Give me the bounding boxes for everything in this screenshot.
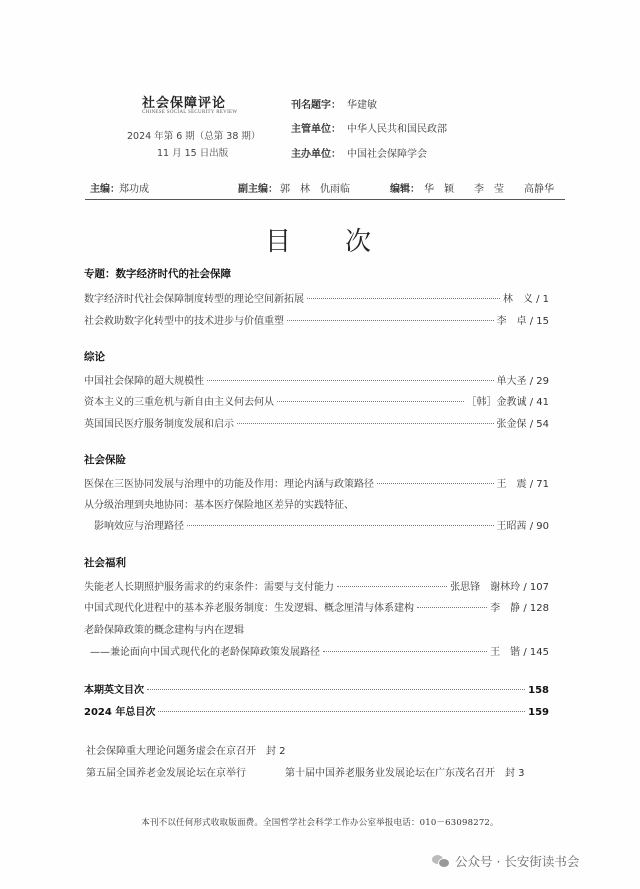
- supervisor-label: 主管单位：: [291, 124, 341, 135]
- watermark-text: 公众号 · 长安街读书会: [455, 854, 580, 869]
- section-heading-special-topic: 专题：数字经济时代的社会保障: [84, 268, 231, 280]
- dot-leader: [417, 607, 487, 608]
- entry-title: 本期英文目次: [84, 685, 144, 696]
- toc-entry-annual-contents[interactable]: [84, 703, 549, 717]
- toc-entry[interactable]: [90, 643, 549, 657]
- entry-title: 失能老人长期照护服务需求的约束条件：需要与支付能力: [84, 582, 334, 593]
- title-calligraphy-row: [291, 96, 377, 111]
- entry-author-page: 单大圣 / 29: [496, 376, 549, 387]
- toc-entry[interactable]: [84, 393, 549, 407]
- toc-entry[interactable]: [94, 517, 549, 531]
- entry-author-page: 王昭茜 / 90: [496, 521, 549, 532]
- toc-title: 目 次: [264, 227, 385, 257]
- entry-title: 2024 年总目次: [84, 707, 156, 718]
- entry-author-page: 王 震 / 71: [496, 479, 549, 490]
- entry-title: 中国式现代化进程中的基本养老服务制度：生发逻辑、概念厘清与体系建构: [84, 603, 414, 614]
- entry-title: 中国社会保障的超大规模性: [84, 376, 204, 387]
- deputy-editor-value: 郭 林 仇雨临: [280, 184, 350, 195]
- section-heading-overview: 综论: [84, 351, 105, 363]
- toc-entry[interactable]: [84, 578, 549, 592]
- entry-author-page: 李 卓 / 15: [496, 316, 549, 327]
- entry-author-page: 王 锴 / 145: [490, 647, 549, 658]
- deputy-editor-label: 副主编：: [238, 184, 278, 195]
- entry-author-page: 李 静 / 128: [490, 603, 549, 614]
- sponsor-row: [291, 145, 427, 160]
- dot-leader: [287, 320, 494, 321]
- footer-notice: 本刊不以任何形式收取版面费。全国哲学社会科学工作办公室举报电话：010－63098272。: [141, 818, 499, 828]
- dot-leader: [277, 401, 464, 402]
- dot-leader: [323, 651, 487, 652]
- dot-leader: [187, 525, 494, 526]
- entry-title: 资本主义的三重危机与新自由主义何去何从: [84, 397, 274, 408]
- publication-date: 11 月 15 日出版: [157, 148, 229, 159]
- sponsor-value: 中国社会保障学会: [347, 149, 427, 160]
- chief-editor-value: 郑功成: [119, 184, 149, 195]
- entry-title: ——兼论面向中国式现代化的老龄保障政策发展路径: [90, 647, 320, 658]
- dot-leader: [158, 711, 525, 712]
- entry-title: 医保在三医协同发展与治理中的功能及作用：理论内涵与政策路径: [84, 479, 374, 490]
- entry-author-page: 张思锋 谢林玲 / 107: [450, 582, 549, 593]
- divider: [85, 199, 565, 200]
- toc-entry[interactable]: [84, 312, 549, 326]
- news-item: 社会保障重大理论问题务虚会在京召开 封 2: [86, 746, 286, 757]
- entry-page: 158: [528, 685, 549, 696]
- supervisor-row: [291, 120, 447, 135]
- journal-logo-subtitle: CHINESE SOCIAL SECURITY REVIEW: [142, 110, 238, 115]
- toc-entry[interactable]: [84, 475, 549, 489]
- issue-number: 2024 年第 6 期（总第 38 期）: [127, 131, 261, 142]
- entry-title: 英国国民医疗服务制度发展和启示: [84, 419, 234, 430]
- entry-author-page: ［韩］金教诚 / 41: [466, 397, 549, 408]
- entry-title: 数字经济时代社会保障制度转型的理论空间新拓展: [84, 294, 304, 305]
- toc-entry-english-contents[interactable]: [84, 681, 549, 695]
- dot-leader: [377, 483, 494, 484]
- journal-logo-title: 社会保障评论: [142, 96, 227, 111]
- entry-title-line1[interactable]: 从分级治理到央地协同：基本医疗保险地区差异的实践特征、: [84, 500, 354, 511]
- editors-line: [0, 180, 640, 196]
- entry-title: 社会救助数字化转型中的技术进步与价值重塑: [84, 316, 284, 327]
- toc-entry[interactable]: [84, 599, 549, 613]
- title-calligraphy-label: 刊名题字：: [291, 100, 341, 111]
- dot-leader: [337, 586, 447, 587]
- editor-label: 编辑：: [390, 184, 420, 195]
- news-item: 第十届中国养老服务业发展论坛在广东茂名召开 封 3: [285, 768, 525, 779]
- sponsor-label: 主办单位：: [291, 149, 341, 160]
- entry-page: 159: [528, 707, 549, 718]
- news-item: 第五届全国养老金发展论坛在京举行: [86, 768, 246, 779]
- chief-editor-label: 主编：: [90, 184, 120, 195]
- editor-value: 华 颖 李 莹 高静华: [424, 184, 554, 195]
- dot-leader: [207, 380, 494, 381]
- dot-leader: [237, 423, 494, 424]
- masthead: [0, 88, 640, 168]
- section-heading-social-welfare: 社会福利: [84, 557, 126, 569]
- entry-author-page: 林 义 / 1: [502, 294, 549, 305]
- entry-author-page: 张金保 / 54: [496, 419, 549, 430]
- toc-entry[interactable]: [84, 290, 549, 304]
- entry-title-line1[interactable]: 老龄保障政策的概念建构与内在逻辑: [84, 625, 244, 636]
- toc-entry[interactable]: [84, 415, 549, 429]
- section-heading-social-insurance: 社会保险: [84, 454, 126, 466]
- dot-leader: [307, 298, 500, 299]
- title-calligraphy-value: 华建敏: [347, 100, 377, 111]
- wechat-icon: [432, 854, 450, 868]
- wechat-watermark: [432, 851, 579, 871]
- toc-entry[interactable]: [84, 372, 549, 386]
- entry-title: 影响效应与治理路径: [94, 521, 184, 532]
- supervisor-value: 中华人民共和国民政部: [347, 124, 447, 135]
- dot-leader: [147, 689, 525, 690]
